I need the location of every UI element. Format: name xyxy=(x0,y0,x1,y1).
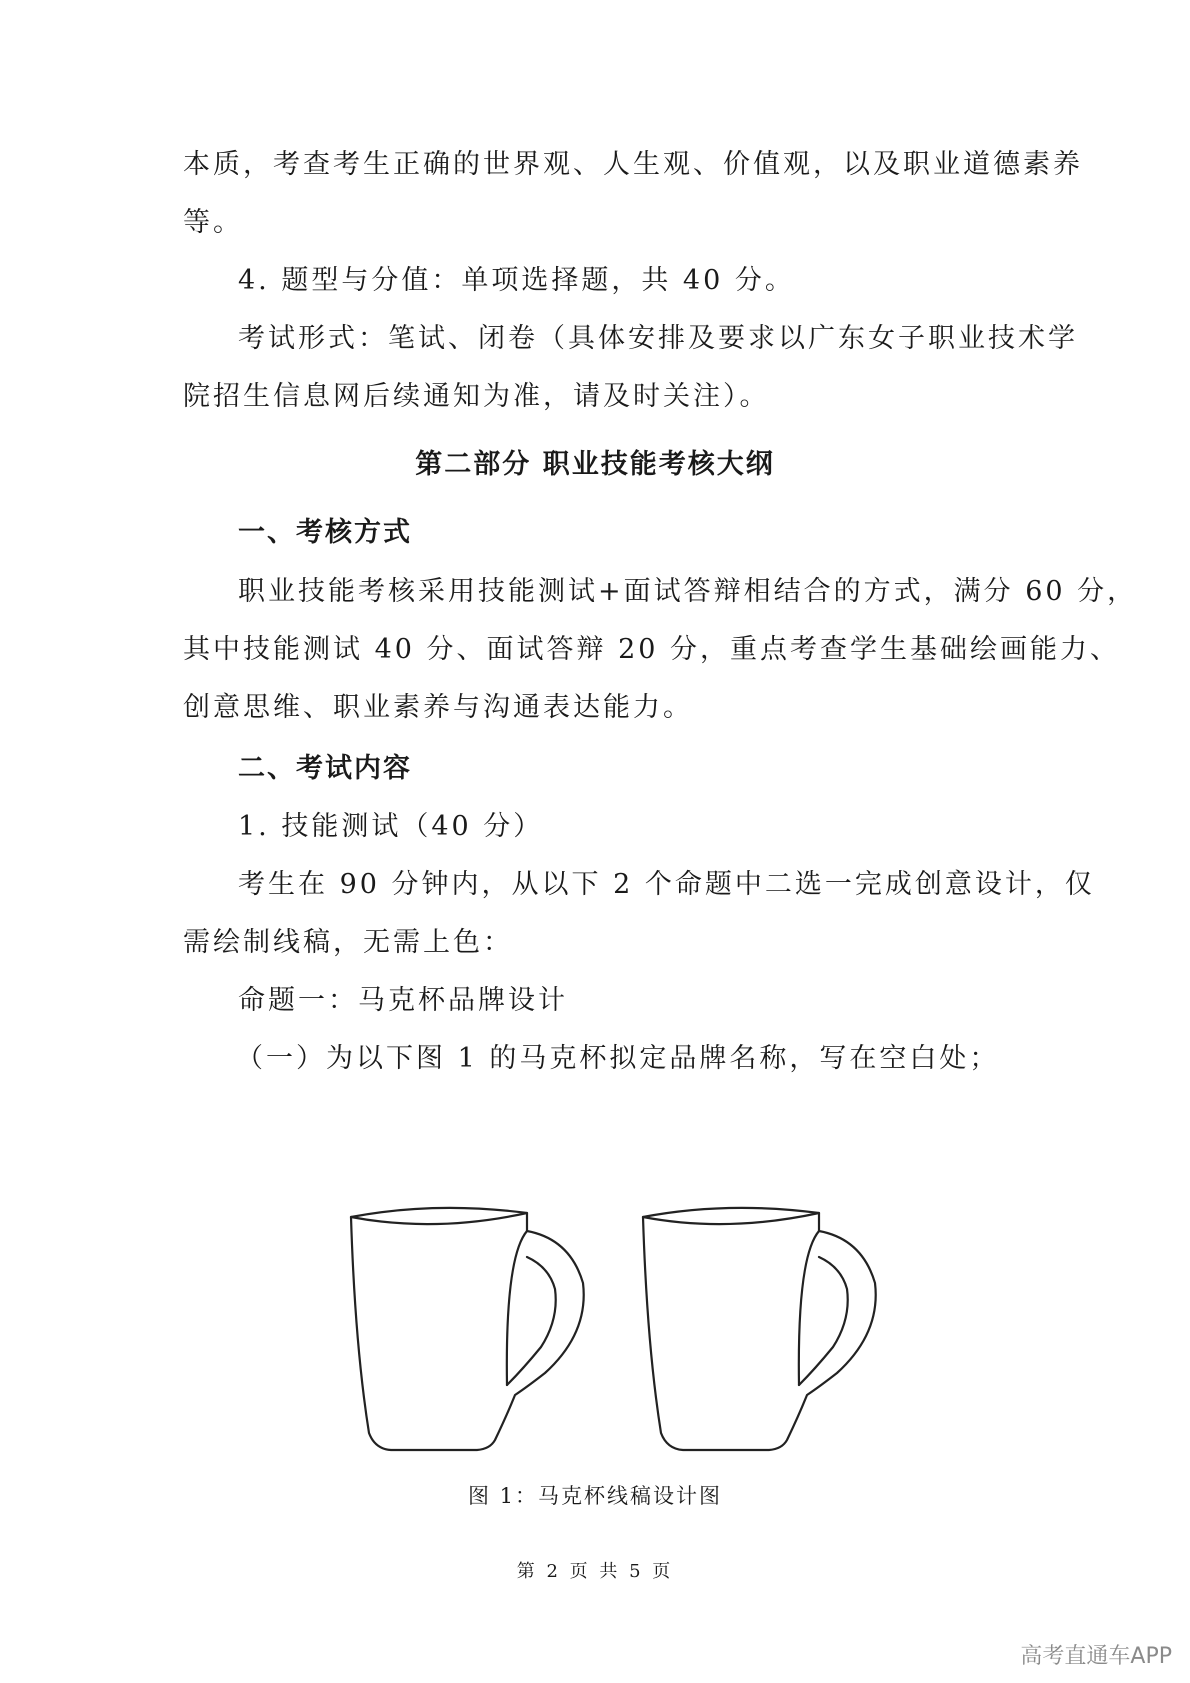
paragraph-line: 创意思维、职业素养与沟通表达能力。 xyxy=(183,692,693,723)
skill-test-line: 1. 技能测试（40 分） xyxy=(238,811,544,842)
paragraph-line: 职业技能考核采用技能测试+面试答辩相结合的方式，满分 60 分， xyxy=(238,576,1138,607)
mug-left xyxy=(351,1208,584,1450)
heading-assessment-method: 一、考核方式 xyxy=(238,517,412,548)
mug-outline-icon xyxy=(345,1195,915,1460)
paragraph-line: 其中技能测试 40 分、面试答辩 20 分，重点考查学生基础绘画能力、 xyxy=(183,634,1121,665)
section-title: 第二部分 职业技能考核大纲 xyxy=(415,449,775,480)
watermark: 高考直通车APP xyxy=(1020,1644,1172,1669)
page-footer: 第 2 页 共 5 页 xyxy=(516,1561,674,1582)
heading-exam-content: 二、考试内容 xyxy=(238,753,412,784)
paragraph-line: 本质，考查考生正确的世界观、人生观、价值观，以及职业道德素养 xyxy=(183,149,1083,180)
paragraph-line: 院招生信息网后续通知为准，请及时关注）。 xyxy=(183,381,770,412)
question-type-line: 4. 题型与分值：单项选择题，共 40 分。 xyxy=(238,265,795,296)
figure-caption: 图 1：马克杯线稿设计图 xyxy=(467,1484,723,1508)
task-one-line: （一）为以下图 1 的马克杯拟定品牌名称，写在空白处； xyxy=(236,1043,1000,1074)
exam-format-line: 考试形式：笔试、闭卷（具体安排及要求以广东女子职业技术学 xyxy=(238,323,1078,354)
mug-right xyxy=(643,1208,876,1450)
proposition-one-line: 命题一：马克杯品牌设计 xyxy=(238,985,568,1016)
paragraph-line: 等。 xyxy=(183,207,243,238)
paragraph-line: 考生在 90 分钟内，从以下 2 个命题中二选一完成创意设计，仅 xyxy=(238,869,1095,900)
paragraph-line: 需绘制线稿，无需上色： xyxy=(183,927,513,958)
